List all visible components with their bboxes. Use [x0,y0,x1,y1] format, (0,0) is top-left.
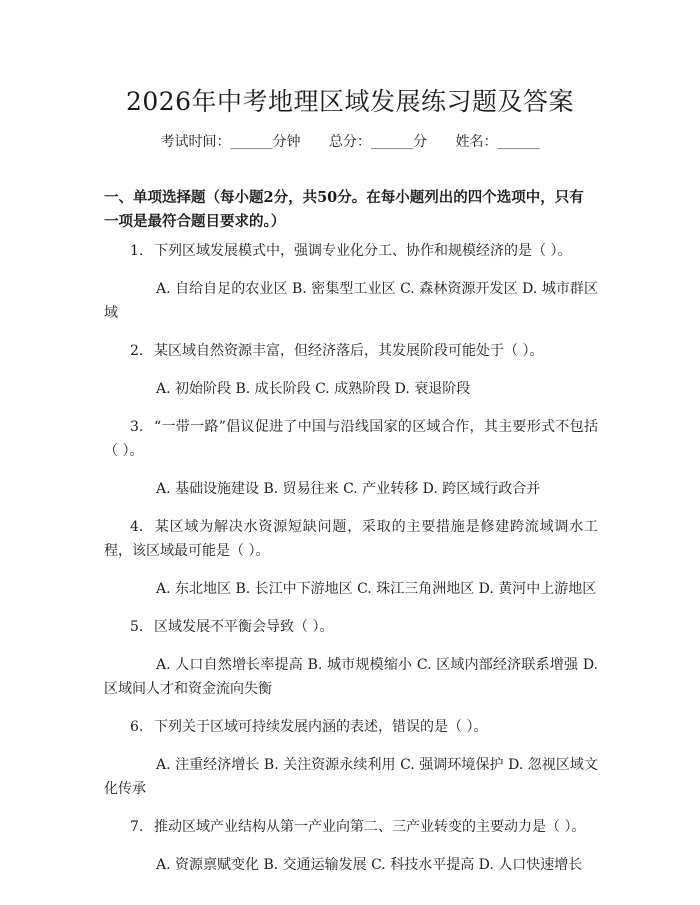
question-stem: 某区域自然资源丰富，但经济落后，其发展阶段可能处于（ ）。 [154,343,544,359]
question-stem: 下列区域发展模式中，强调专业化分工、协作和规模经济的是（ ）。 [154,243,572,259]
exam-meta [0,131,700,151]
question-item [104,415,598,501]
page-title: 2026年中考地理区域发展练习题及答案 [125,87,575,116]
question-number: 4. [130,519,144,535]
question-item [104,239,598,325]
question-stem: 下列关于区域可持续发展内涵的表述，错误的是（ ）。 [154,719,488,735]
question-options: A. 东北地区 B. 长江中下游地区 C. 珠江三角洲地区 D. 黄河中上游地区 [156,581,597,597]
question-options: A. 自给自足的农业区 B. 密集型工业区 C. 森林资源开发区 D. 城市群区域 [104,281,598,321]
total-score-field: 总分：______分 [329,134,427,150]
question-item [104,815,598,877]
question-stem: 推动区域产业结构从第一产业向第二、三产业转变的主要动力是（ ）。 [154,819,586,835]
question-item [104,339,598,401]
question-stem: 区域发展不平衡会导致（ ）。 [154,619,334,635]
section-heading: 一、单项选择题（每小题2分，共50分。在每小题列出的四个选项中，只有一项是最符合题目要求的。） [104,189,584,230]
question-options: A. 人口自然增长率提高 B. 城市规模缩小 C. 区域内部经济联系增强 D. 区域间人才和资金流向失衡 [104,657,598,697]
question-number: 3. [130,419,144,435]
question-stem: “一带一路”倡议促进了中国与沿线国家的区域合作，其主要形式不包括（ ）。 [104,419,598,459]
question-number: 7. [130,819,144,835]
question-list [104,239,598,891]
name-field: 姓名：______ [455,134,540,150]
exam-time-field: 考试时间：______分钟 [160,134,301,150]
question-number: 1. [130,243,144,259]
question-options: A. 资源禀赋变化 B. 交通运输发展 C. 科技水平提高 D. 人口快速增长 [156,857,583,873]
question-options: A. 基础设施建设 B. 贸易往来 C. 产业转移 D. 跨区域行政合并 [156,481,541,497]
question-number: 6. [130,719,144,735]
question-stem: 某区域为解决水资源短缺问题，采取的主要措施是修建跨流域调水工程，该区域最可能是（ ）。 [104,519,598,559]
question-number: 2. [130,343,144,359]
question-item [104,715,598,801]
question-number: 5. [130,619,144,635]
question-options: A. 初始阶段 B. 成长阶段 C. 成熟阶段 D. 衰退阶段 [156,381,471,397]
question-item [104,515,598,601]
question-item [104,615,598,701]
question-options: A. 注重经济增长 B. 关注资源永续利用 C. 强调环境保护 D. 忽视区域文化传承 [104,757,598,797]
